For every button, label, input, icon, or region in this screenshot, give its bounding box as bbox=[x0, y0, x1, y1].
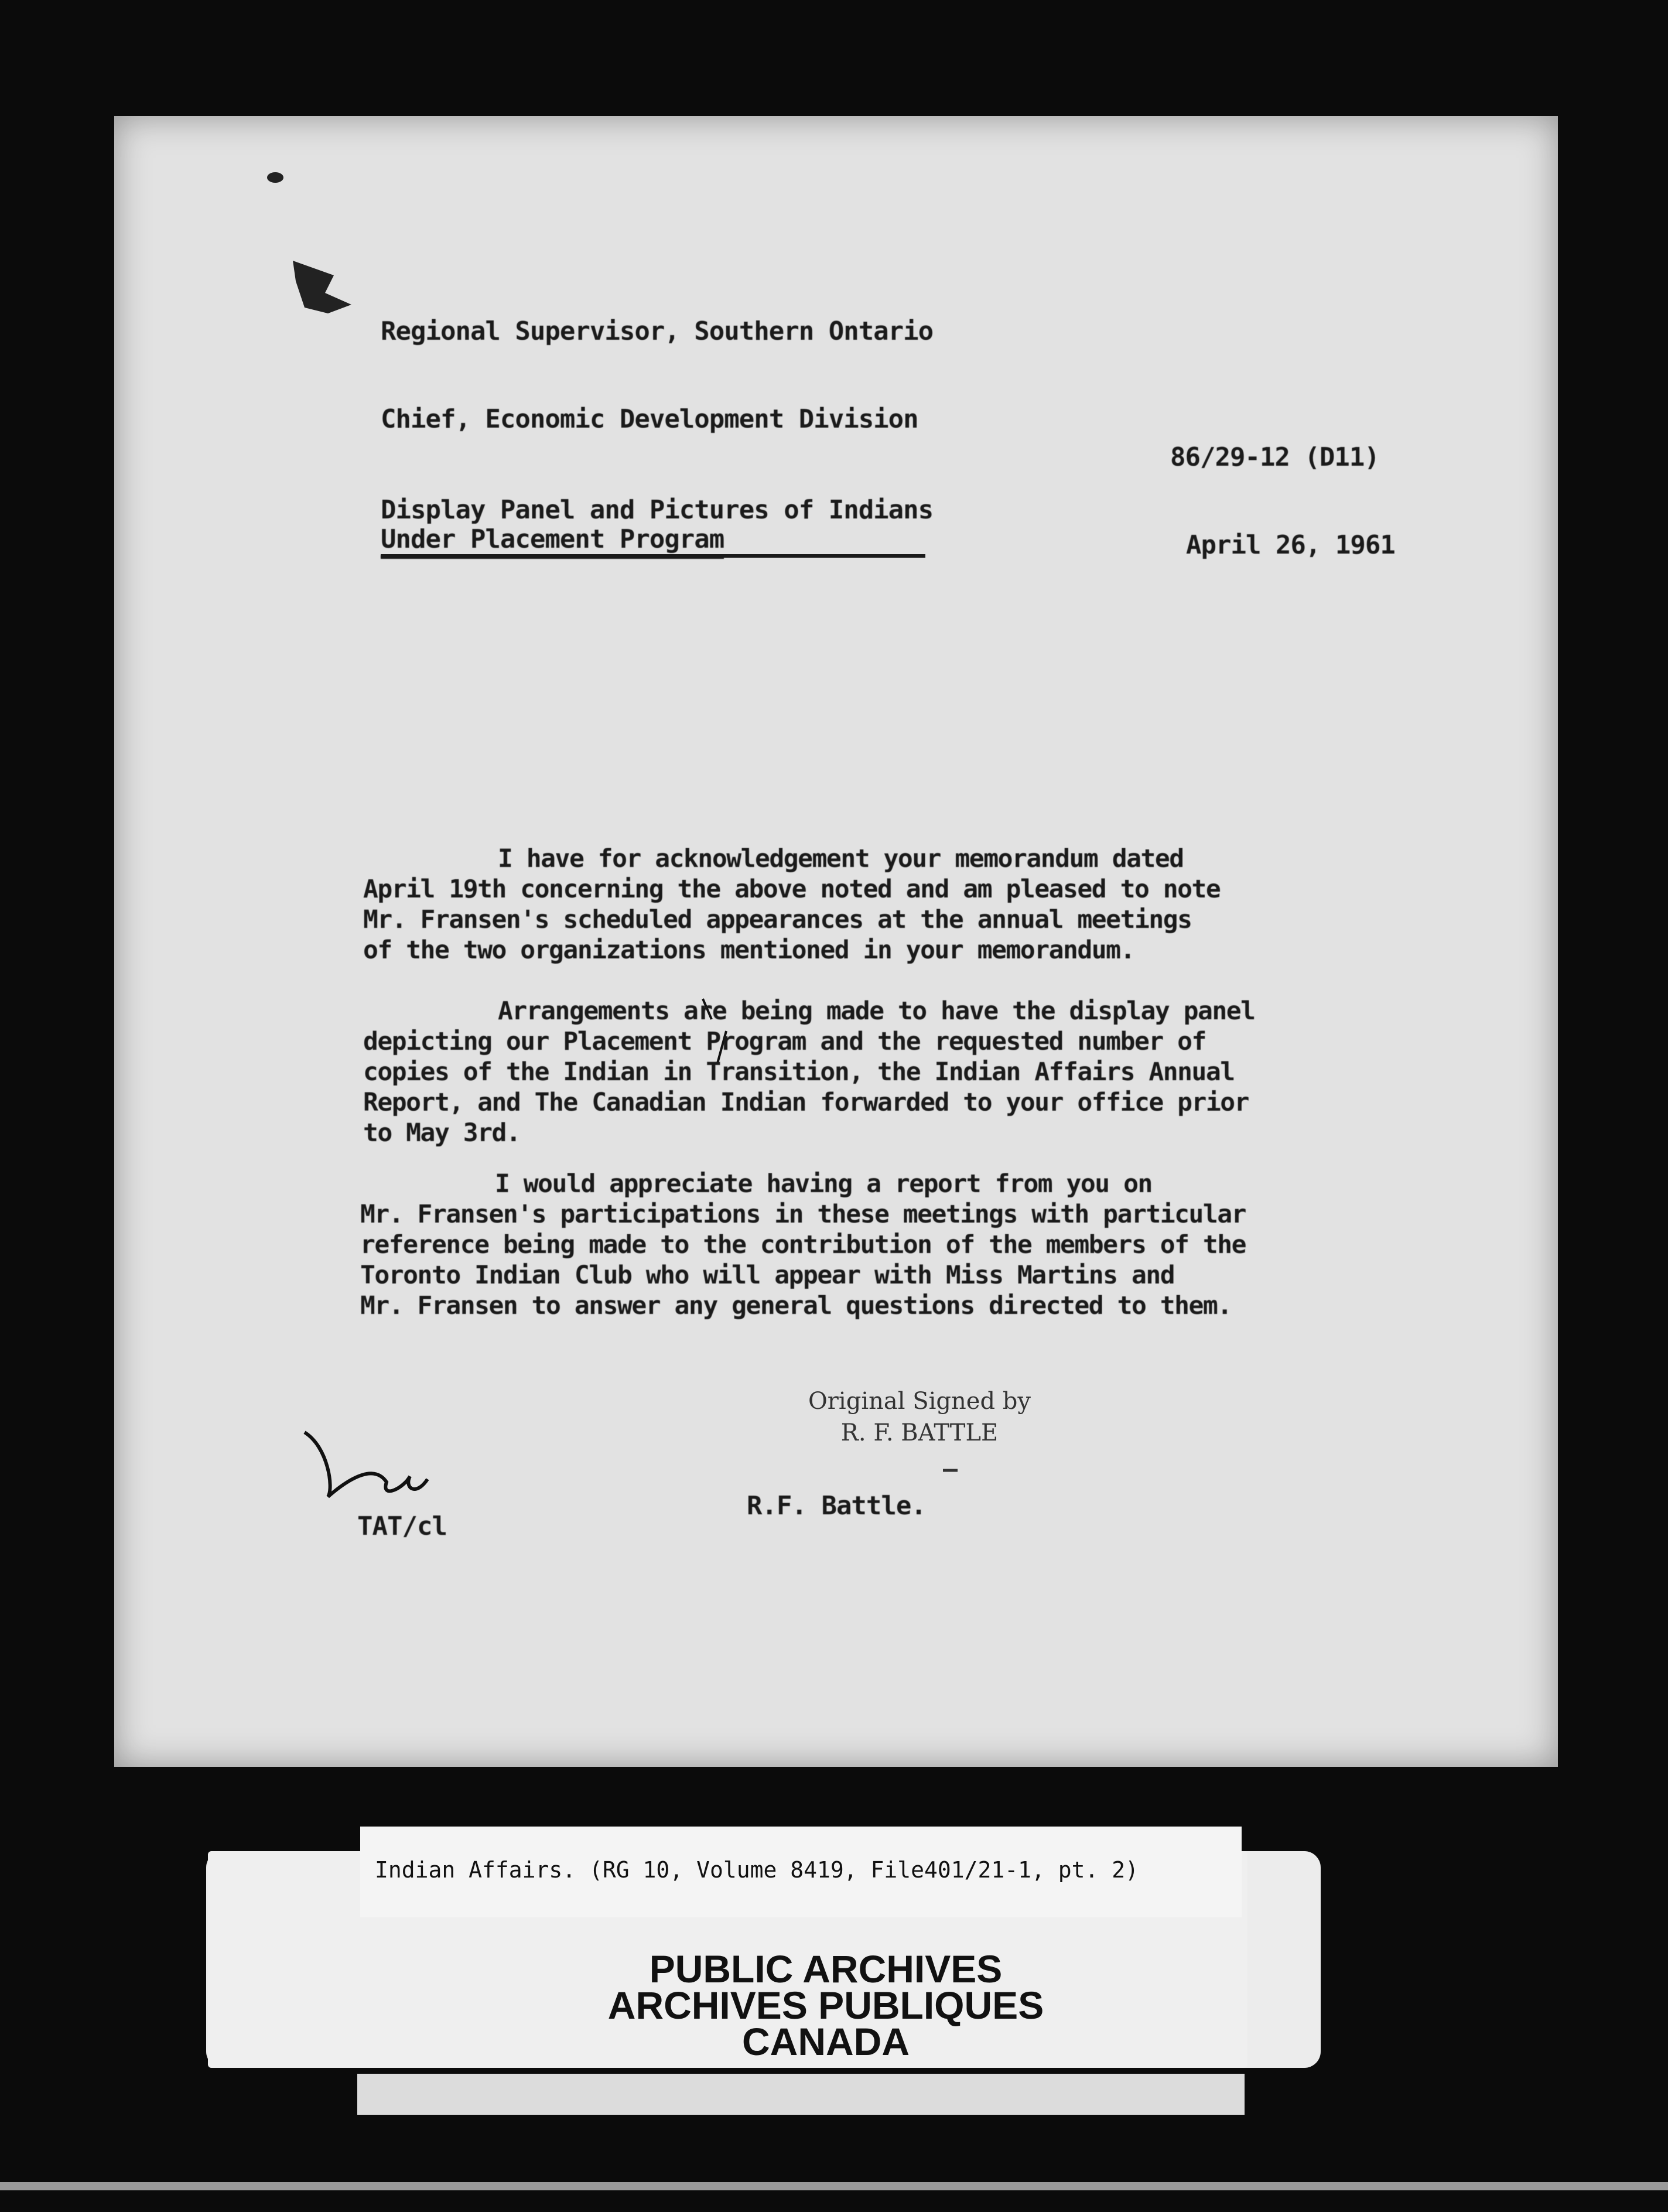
label-bottom-strip bbox=[357, 2074, 1245, 2115]
memo-paragraph-3: I would appreciate having a report from you on Mr. Fransen's participations in these meetings with particular reference being made to the contribution of the members of the Toronto Indian Club who will appear with Miss Martins and Mr. Fransen to answer any general questions directed to them. bbox=[360, 1169, 1246, 1320]
stamp-line-2: R. F. BATTLE bbox=[840, 1419, 999, 1446]
typist-initials: TAT/cl bbox=[357, 1511, 447, 1541]
corner-mark bbox=[293, 261, 351, 313]
memo-from: Chief, Economic Development Division bbox=[381, 404, 918, 434]
archive-line-2: ARCHIVES PUBLIQUES bbox=[607, 1984, 1044, 2027]
memo-file-ref: 86/29-12 (D11) bbox=[1170, 442, 1379, 472]
punch-mark bbox=[267, 172, 283, 183]
memo-subject-line-2: Under Placement Program bbox=[381, 524, 724, 559]
subject-underline bbox=[381, 554, 925, 558]
memo-paragraph-1: I have for acknowledgement your memorandum dated April 19th concerning the above noted and am pleased to note Mr. Fransen's scheduled appearances at the annual meetings of the two organizations mentioned in your memorandum. bbox=[363, 844, 1221, 965]
original-signed-stamp bbox=[779, 1385, 1060, 1449]
memo-subject-line-1: Display Panel and Pictures of Indians bbox=[381, 495, 934, 525]
initials-signature bbox=[305, 1432, 428, 1497]
archive-line-1: PUBLIC ARCHIVES bbox=[649, 1947, 1003, 1991]
archive-reference: Indian Affairs. (RG 10, Volume 8419, File401/21-1, pt. 2) bbox=[375, 1857, 1139, 1883]
scan-bottom-edge bbox=[0, 2182, 1668, 2190]
memo-to: Regional Supervisor, Southern Ontario bbox=[381, 316, 934, 346]
memo-subject-line-2-wrap bbox=[381, 524, 920, 555]
stamp-line-1: Original Signed by bbox=[808, 1388, 1031, 1415]
memo-date: April 26, 1961 bbox=[1186, 530, 1395, 560]
archive-stamp bbox=[527, 1947, 1124, 2063]
typed-signature: R.F. Battle. bbox=[747, 1491, 926, 1521]
archive-line-3: CANADA bbox=[742, 2020, 910, 2063]
memo-paragraph-2: Arrangements are being made to have the display panel depicting our Placement Program and the requested number of copies of the Indian in Transition, the Indian Affairs Annual Report, and The Canadian Indian forwarded to your office prior to May 3rd. bbox=[363, 996, 1255, 1148]
